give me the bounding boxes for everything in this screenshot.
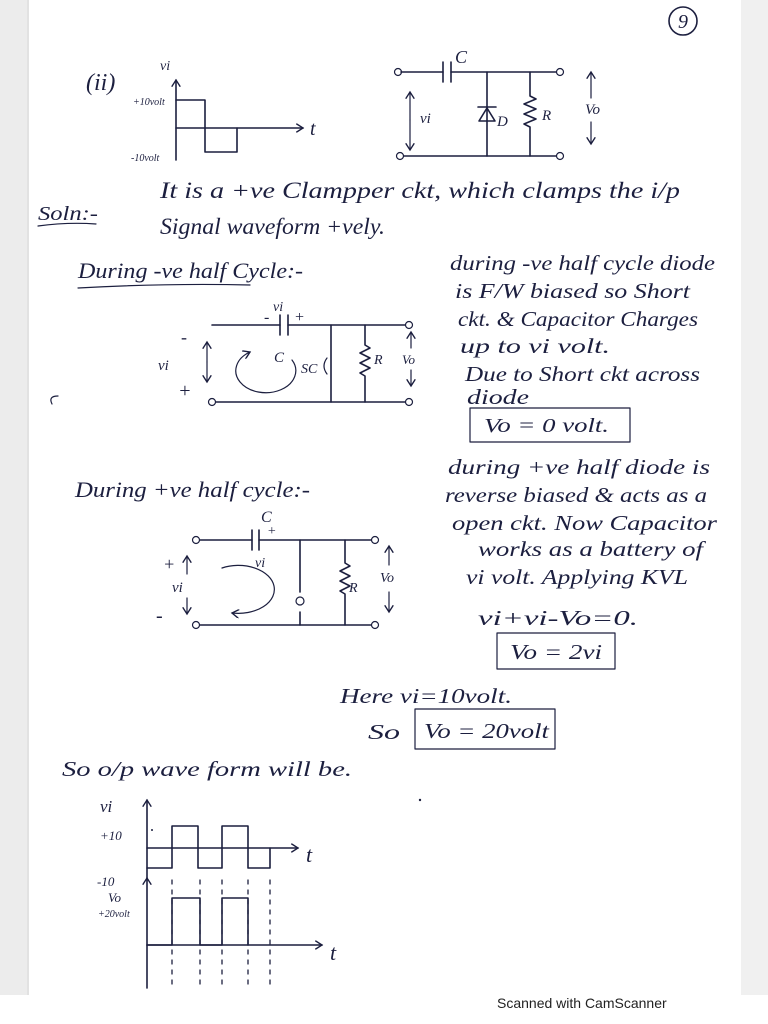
given-value: Here vi=10volt. — [338, 684, 512, 708]
vi-x-label: t — [306, 842, 313, 867]
neg-input-plus: + — [178, 380, 192, 402]
neg-cap-plus: + — [294, 309, 305, 326]
vi-low-level: -10 — [97, 874, 115, 889]
input-waveform-x-label: t — [310, 118, 316, 140]
scan-right-edge — [741, 0, 768, 995]
vi-high-level: +10 — [100, 828, 122, 843]
neg-explanation-line: up to vi volt. — [460, 334, 610, 358]
neg-explanation-line: ckt. & Capacitor Charges — [458, 307, 698, 331]
capacitor-label: C — [455, 47, 468, 67]
neg-explanation-line: Due to Short ckt across — [463, 362, 700, 386]
vo-x-label: t — [330, 940, 337, 965]
page-number: 9 — [678, 11, 688, 33]
input-waveform-y-label: vi — [160, 59, 171, 74]
ink-dot — [419, 799, 421, 801]
statement-line-2: Signal waveform +vely. — [160, 214, 385, 239]
diode-label: D — [497, 114, 508, 130]
input-label: vi — [420, 111, 431, 127]
pos-explanation-line: works as a battery of — [478, 537, 708, 561]
output-waveform-caption: So o/p wave form will be. — [62, 757, 352, 781]
neg-input-label: vi — [158, 358, 169, 374]
output-label: Vo — [585, 102, 600, 118]
conclusion-prefix: So — [368, 720, 400, 744]
negative-half-heading: During -ve half Cycle:- — [76, 258, 303, 283]
neg-resistor-label: R — [374, 353, 383, 368]
pos-result: Vo = 2vi — [510, 640, 603, 664]
neg-result: Vo = 0 volt. — [484, 415, 609, 437]
neg-explanation-line: diode — [467, 385, 529, 409]
scanner-watermark: Scanned with CamScanner — [497, 995, 667, 1011]
pos-explanation-line: reverse biased & acts as a — [445, 483, 707, 507]
pos-input-minus: - — [156, 605, 163, 627]
pos-capacitor-label: C — [261, 509, 272, 526]
statement-line-1: It is a +ve Clampper ckt, which clamps the i/p — [158, 178, 681, 203]
neg-short-label: SC — [301, 362, 318, 377]
neg-cap-voltage-label: vi — [273, 300, 284, 315]
part-label: (ii) — [86, 70, 116, 96]
positive-half-heading: During +ve half cycle:- — [73, 477, 310, 502]
input-high-level: +10volt — [133, 97, 165, 108]
neg-output-label: Vo — [402, 352, 415, 367]
neg-capacitor-label: C — [274, 350, 285, 366]
pos-output-label: Vo — [380, 571, 394, 586]
pos-explanation-line: open ckt. Now Capacitor — [452, 511, 719, 535]
kvl-equation: vi+vi-Vo=0. — [478, 606, 638, 630]
vi-axis-label: vi — [100, 797, 113, 816]
pos-explanation-line: during +ve half diode is — [448, 455, 710, 479]
pos-cap-voltage-label: vi — [255, 556, 266, 571]
neg-explanation-line: is F/W biased so Short — [455, 279, 692, 303]
pos-cap-plus: + — [267, 524, 277, 539]
neg-input-minus: - — [181, 327, 187, 347]
final-result: Vo = 20volt — [424, 719, 551, 743]
neg-explanation-line: during -ve half cycle diode — [450, 251, 715, 275]
pos-explanation-line: vi volt. Applying KVL — [466, 565, 688, 589]
input-low-level: -10volt — [131, 153, 160, 164]
vo-axis-label: Vo — [108, 890, 121, 905]
vo-high-level: +20volt — [98, 909, 130, 920]
vi-level-dot — [151, 829, 153, 831]
pos-resistor-label: R — [349, 581, 358, 596]
scan-left-edge — [0, 0, 27, 995]
pos-input-label: vi — [172, 580, 183, 596]
resistor-label: R — [542, 108, 552, 124]
neg-cap-minus: - — [264, 309, 270, 326]
pos-input-plus: + — [163, 554, 176, 574]
solution-label: Soln:- — [38, 203, 98, 225]
